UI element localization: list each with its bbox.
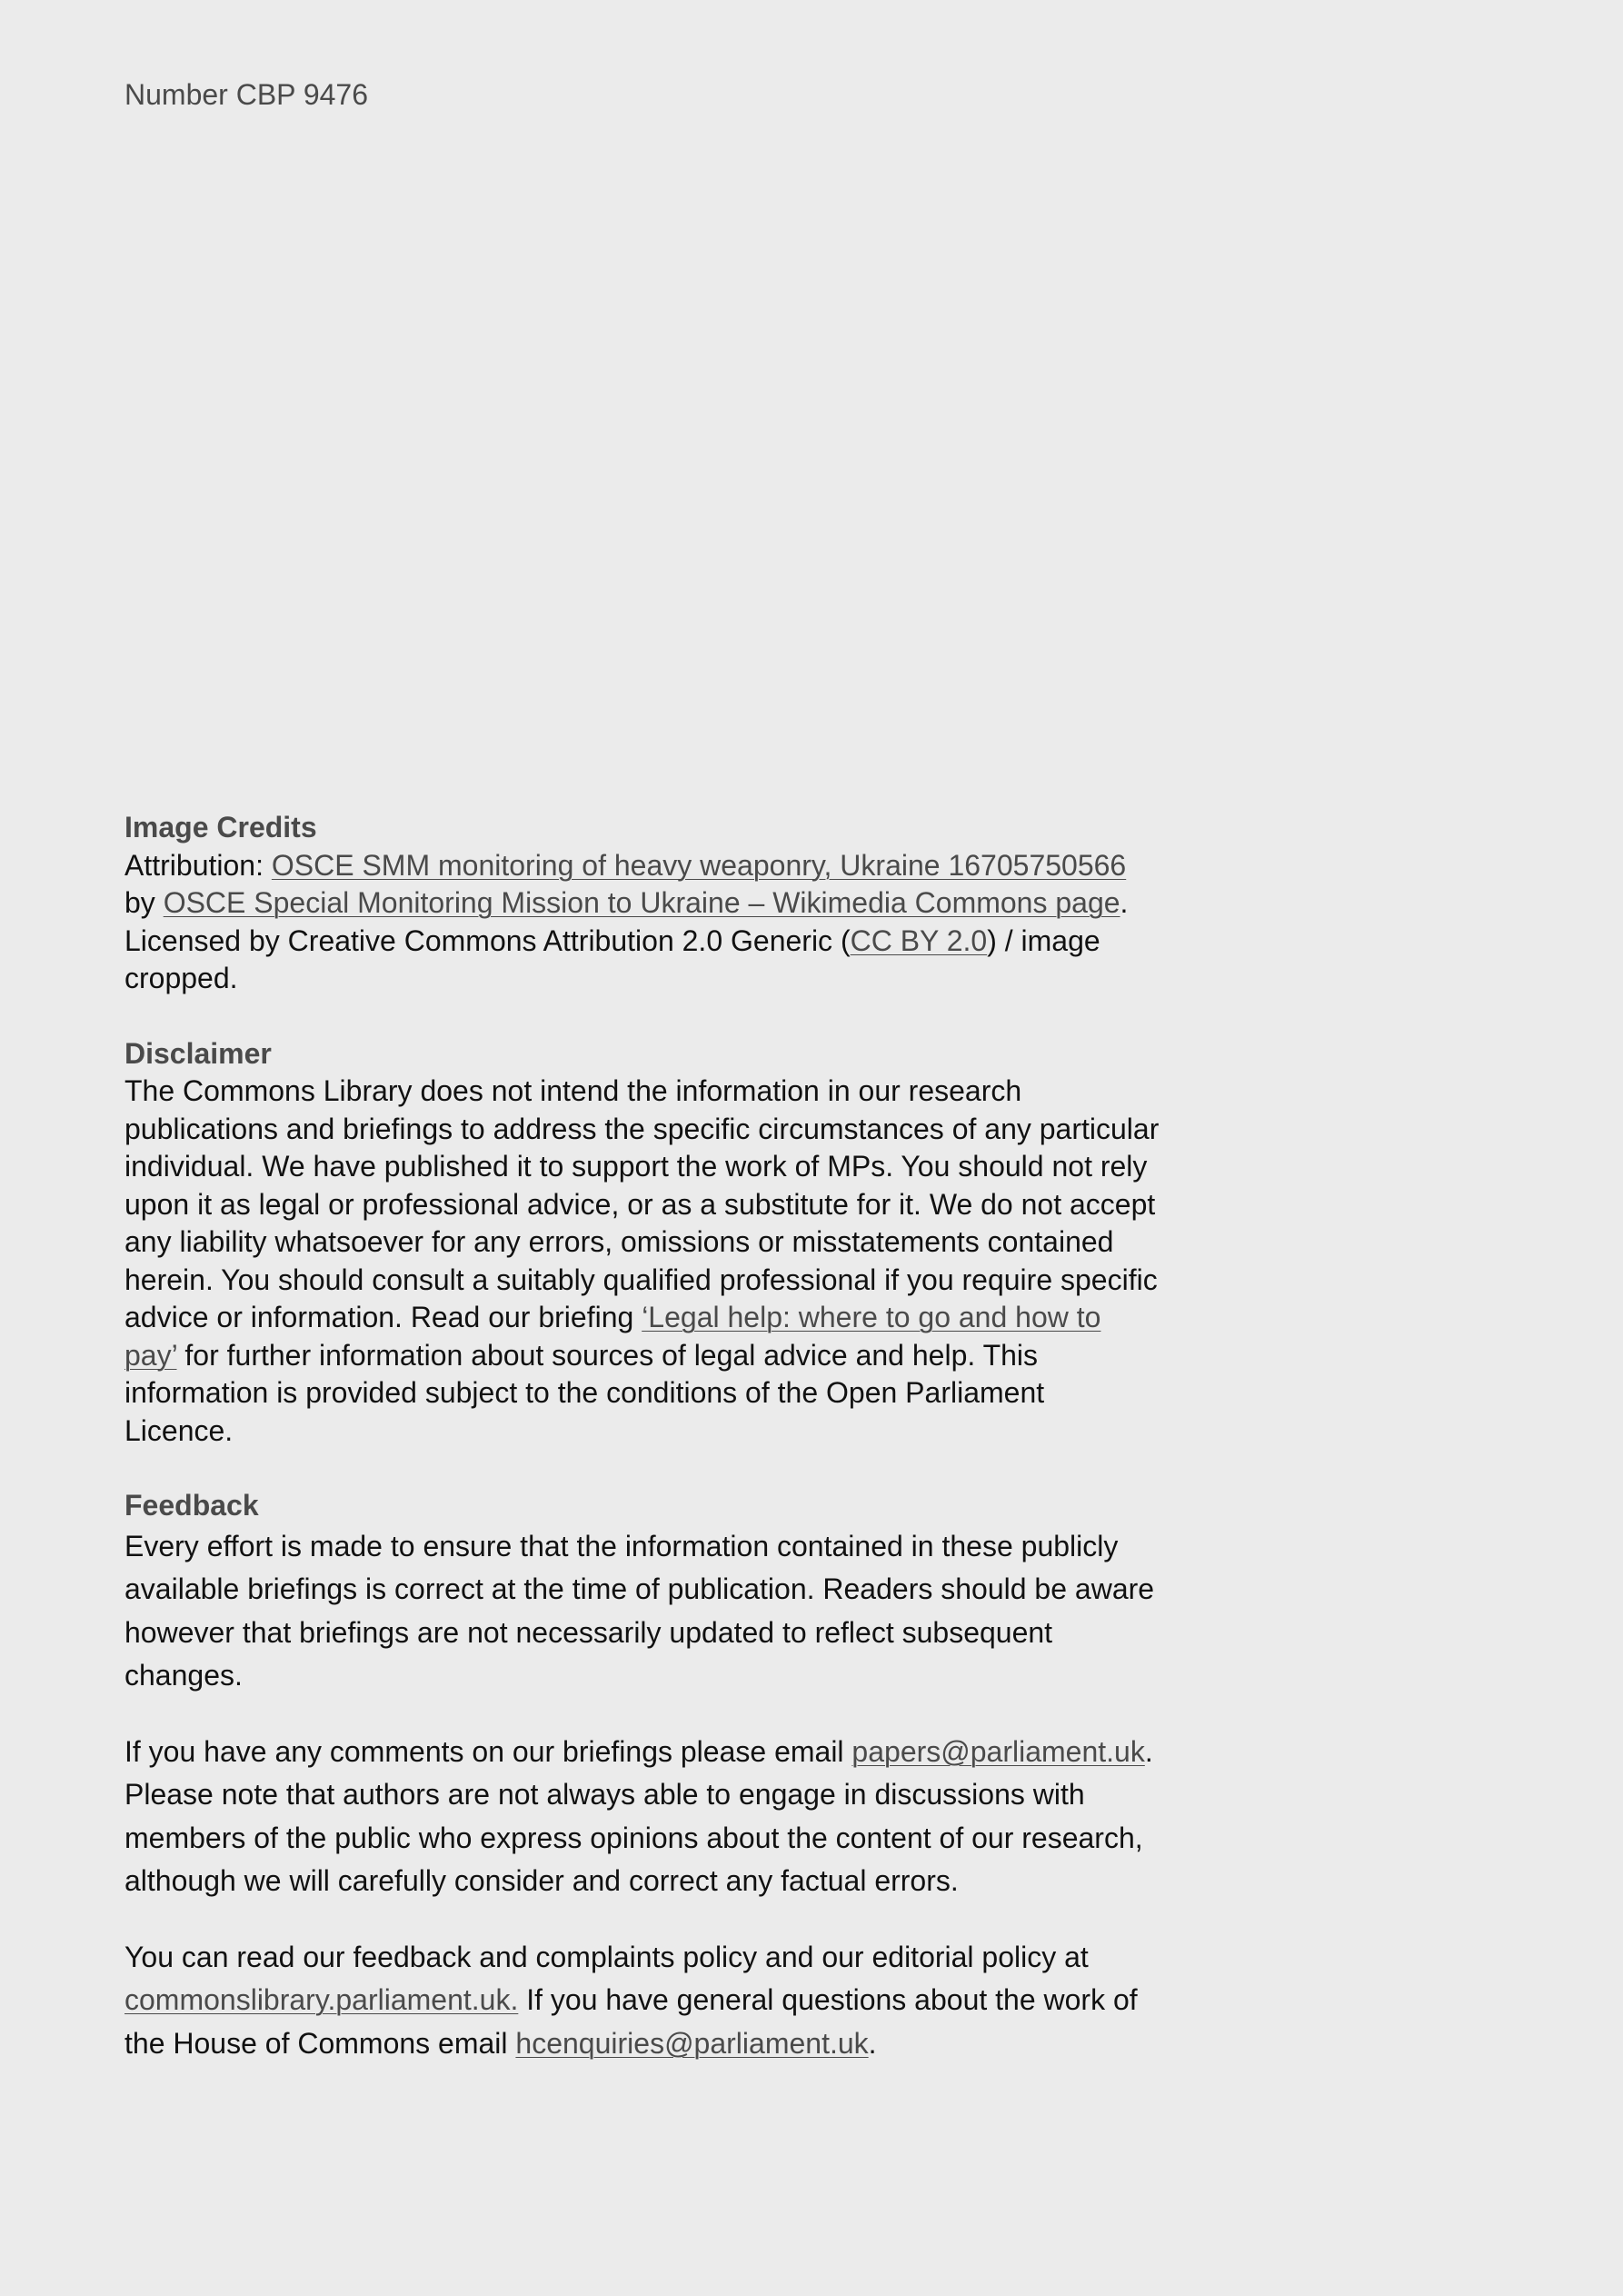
papers-email-link[interactable]: papers@parliament.uk bbox=[851, 1734, 1145, 1768]
back-matter bbox=[124, 809, 1160, 2065]
by-text: by bbox=[124, 886, 164, 919]
image-credits-text bbox=[124, 847, 1160, 998]
credit-period: . bbox=[1120, 886, 1129, 919]
policy-text-end: . bbox=[868, 2026, 877, 2060]
license-suffix: ) / image cropped. bbox=[124, 923, 1100, 994]
disclaimer-text-start: The Commons Library does not intend the information in our research publications and briefings to address the specific circumstances of any particular individual. We have published it to support the work of MPs. You should not rely upon it as legal or professional advice, or as a substitute for it. We do not accept any liability whatsoever for any errors, omissions or misstatements contained herein. You should consult a suitably qualified professional if you require specific advice or information. Read our briefing bbox=[124, 1074, 1160, 1333]
policy-text-start: You can read our feedback and complaints policy and our editorial policy at bbox=[124, 1940, 1089, 1973]
feedback-paragraph-3 bbox=[124, 1936, 1160, 2066]
author-link[interactable]: OSCE Special Monitoring Mission to Ukraine – Wikimedia Commons page bbox=[163, 886, 1120, 919]
image-credits-heading: Image Credits bbox=[124, 811, 317, 844]
license-prefix: Licensed by Creative Commons Attribution 2.0 Generic ( bbox=[124, 923, 851, 957]
disclaimer-text-end: for further information about sources of legal advice and help. This information is provided subject to the conditions of the Open Parliament Licence. bbox=[124, 1338, 1045, 1447]
feedback-heading: Feedback bbox=[124, 1489, 259, 1522]
feedback-paragraph-1: Every effort is made to ensure that the information contained in these publicly available briefings is correct at the time of publication. Readers should be aware however that briefings are not necessarily updated to reflect subsequent changes. bbox=[124, 1529, 1155, 1692]
comments-text-start: If you have any comments on our briefings please email bbox=[124, 1734, 852, 1768]
disclaimer-heading: Disclaimer bbox=[124, 1036, 272, 1070]
image-credits-section bbox=[124, 809, 1160, 998]
feedback-paragraph-2 bbox=[124, 1731, 1160, 1903]
attribution-prefix: Attribution: bbox=[124, 848, 272, 882]
comments-text-end: . Please note that authors are not always able to engage in discussions with members of the public who express opinions about the content of our research, although we will carefully consider and correct any factual errors. bbox=[124, 1734, 1153, 1897]
document-number: Number CBP 9476 bbox=[124, 78, 368, 111]
license-link[interactable]: CC BY 2.0 bbox=[850, 923, 988, 957]
legal-help-briefing-link[interactable]: ‘Legal help: where to go and how to pay’ bbox=[124, 1301, 1101, 1372]
feedback-section bbox=[124, 1487, 1160, 2065]
disclaimer-section bbox=[124, 1035, 1160, 1451]
disclaimer-text bbox=[124, 1073, 1160, 1450]
commons-library-link[interactable]: commonslibrary.parliament.uk. bbox=[124, 1983, 519, 2016]
photo-link[interactable]: OSCE SMM monitoring of heavy weaponry, Ukraine 16705750566 bbox=[271, 848, 1127, 882]
policy-text-middle: If you have general questions about the work of the House of Commons email bbox=[124, 1983, 1138, 2060]
hcenquiries-email-link[interactable]: hcenquiries@parliament.uk bbox=[515, 2026, 869, 2060]
